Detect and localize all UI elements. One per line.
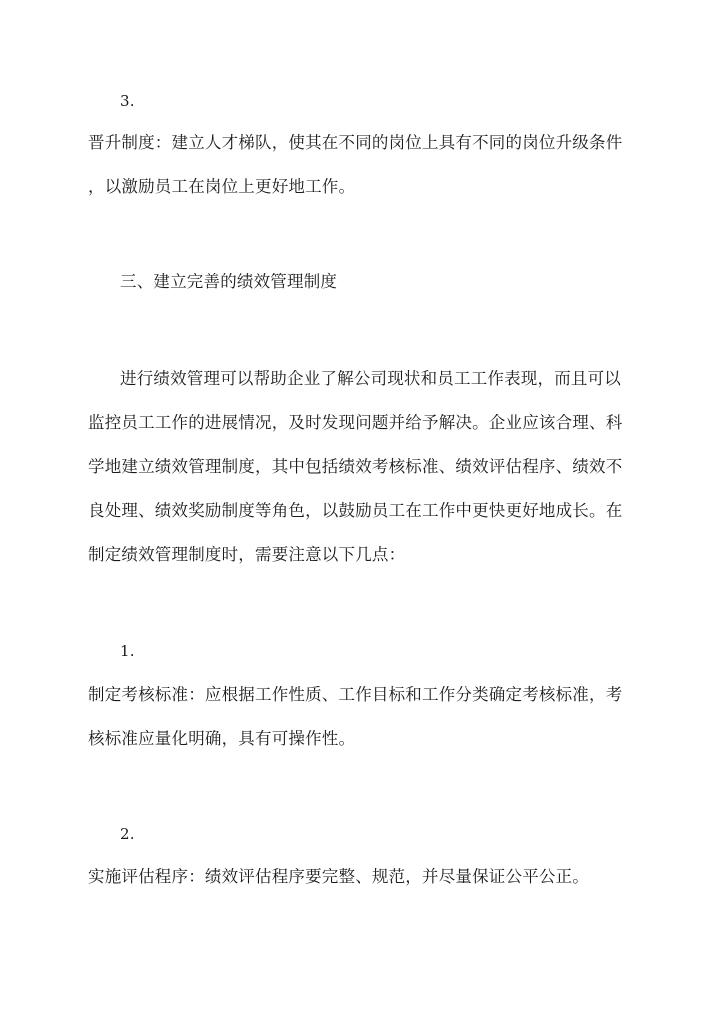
section-heading: 三、建立完善的绩效管理制度 [120,272,338,291]
item3-text-line-2: ，以激励员工在岗位上更好地工作。 [88,177,356,196]
item2-text-line-1: 实施评估程序：绩效评估程序要完整、规范，并尽量保证公平公正。 [88,867,589,886]
list-number-2: 2. [120,825,135,843]
paragraph-line-4: 良处理、绩效奖励制度等角色，以鼓励员工在工作中更快更好地成长。在 [88,501,623,520]
paragraph-line-3: 学地建立绩效管理制度，其中包括绩效考核标准、绩效评估程序、绩效不 [88,457,623,476]
list-number-3: 3. [120,92,135,110]
paragraph-line-1: 进行绩效管理可以帮助企业了解公司现状和员工工作表现，而且可以 [120,369,621,388]
item1-text-line-1: 制定考核标准：应根据工作性质、工作目标和工作分类确定考核标准，考 [88,685,623,704]
list-number-1: 1. [120,642,135,660]
item1-text-line-2: 核标准应量化明确，具有可操作性。 [88,729,356,748]
item3-text-line-1: 晋升制度：建立人才梯队，使其在不同的岗位上具有不同的岗位升级条件 [88,133,623,152]
paragraph-line-5: 制定绩效管理制度时，需要注意以下几点： [88,545,406,564]
paragraph-line-2: 监控员工工作的进展情况，及时发现问题并给予解决。企业应该合理、科 [88,413,623,432]
